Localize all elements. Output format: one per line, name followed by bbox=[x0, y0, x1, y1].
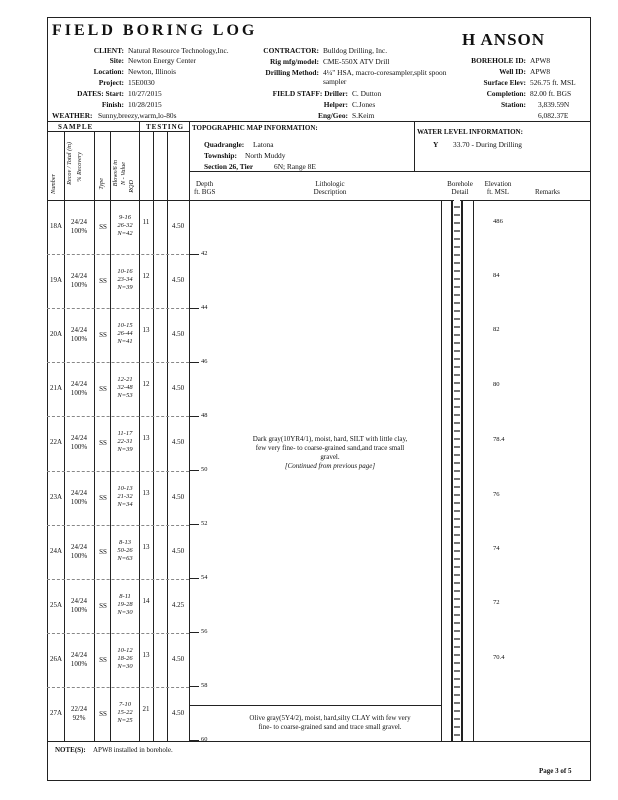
start-date: 10/27/2015 bbox=[128, 89, 162, 98]
page-title: FIELD BORING LOG bbox=[52, 22, 258, 39]
sample-pp: 4.50 bbox=[171, 330, 185, 339]
topo-heading: TOPOGRAPHIC MAP INFORMATION: bbox=[192, 124, 318, 132]
row-divider bbox=[47, 308, 189, 309]
location-value: Newton, Illinois bbox=[128, 67, 177, 76]
finish-label: Finish: bbox=[101, 100, 124, 109]
sample-qu: 13 bbox=[142, 326, 150, 335]
sample-blows-1: 10-15 bbox=[117, 322, 133, 330]
map-info-rule bbox=[189, 171, 591, 172]
table-row bbox=[47, 308, 189, 362]
finish-date: 10/28/2015 bbox=[128, 100, 162, 109]
client-value: Natural Resource Technology,Inc. bbox=[128, 46, 229, 55]
depth-tick-label: 44 bbox=[201, 304, 208, 311]
depth-tick-mark bbox=[189, 524, 199, 525]
depth-tick-label: 54 bbox=[201, 574, 208, 581]
sample-nvalue: N=39 bbox=[117, 446, 133, 454]
client-label: CLIENT: bbox=[93, 46, 124, 55]
sample-blows-2: 22-31 bbox=[117, 438, 133, 446]
contractor-label: CONTRACTOR: bbox=[263, 46, 319, 55]
sample-recovery-pct: 100% bbox=[70, 335, 88, 344]
table-row bbox=[47, 579, 189, 633]
sample-pp: 4.50 bbox=[171, 654, 185, 663]
depth-tick-label: 56 bbox=[201, 628, 208, 635]
elevation-label: 76 bbox=[493, 491, 500, 498]
table-row bbox=[47, 633, 189, 687]
depth-tick-mark bbox=[189, 362, 199, 363]
sample-recovery-pct: 100% bbox=[70, 227, 88, 235]
sample-pp: 4.50 bbox=[171, 546, 185, 555]
sample-blows-1: 9-16 bbox=[119, 214, 131, 221]
station-north: 3,839.59N bbox=[538, 100, 570, 109]
sample-recovery: 22/24 bbox=[71, 704, 87, 713]
method-value: 4¼" HSA, macro-coresampler,split spoon bbox=[323, 68, 447, 77]
surface-elev-label: Surface Elev: bbox=[483, 78, 526, 87]
sample-number: 22A bbox=[49, 438, 63, 447]
lithology-description-2 bbox=[230, 714, 430, 732]
col-recovery-header: Recov / Total (in) bbox=[66, 142, 73, 185]
sample-blows-1: 10-13 bbox=[117, 484, 133, 492]
elevation-label: 84 bbox=[493, 272, 500, 279]
sample-blows-2: 23-34 bbox=[117, 276, 133, 284]
sample-blows-2: 21-32 bbox=[117, 492, 133, 500]
col-recovery-pct-header: % Recovery bbox=[76, 152, 83, 182]
depth-tick-mark bbox=[189, 308, 199, 309]
sample-pp: 4.50 bbox=[171, 384, 185, 393]
col-line-depth bbox=[189, 121, 190, 741]
unit-boundary bbox=[189, 705, 441, 706]
col-litho-header-2: Description bbox=[313, 188, 347, 196]
sample-qu: 21 bbox=[142, 704, 150, 713]
notes-label: NOTE(S): bbox=[55, 746, 86, 754]
station-east: 6,082.37E bbox=[538, 111, 569, 120]
table-row bbox=[47, 471, 189, 525]
sample-pp: 4.50 bbox=[171, 222, 185, 230]
sample-qu: 12 bbox=[142, 272, 150, 281]
sample-nvalue: N=30 bbox=[117, 608, 133, 616]
row-divider bbox=[47, 687, 189, 688]
elevation-label: 72 bbox=[493, 599, 500, 606]
sample-blows-1: 8-13 bbox=[119, 538, 131, 546]
sample-qu: 13 bbox=[142, 650, 150, 659]
col-borehole-header: Borehole bbox=[447, 180, 473, 188]
sample-blows-1: 10-12 bbox=[117, 646, 133, 654]
dates-label: DATES: Start: bbox=[77, 89, 124, 98]
borehole-id-value: APW8 bbox=[530, 56, 551, 65]
sample-type: SS bbox=[99, 223, 107, 231]
depth-tick-mark bbox=[189, 740, 199, 741]
col-depth-header: Depth bbox=[196, 180, 214, 188]
sample-type: SS bbox=[99, 385, 107, 394]
sample-number: 21A bbox=[49, 384, 63, 393]
desc2-line2: fine- to coarse-grained sand and trace small gravel. bbox=[258, 723, 402, 731]
depth-tick-label: 58 bbox=[201, 682, 208, 689]
depth-tick-label: 42 bbox=[201, 250, 208, 257]
sample-recovery-pct: 100% bbox=[70, 281, 88, 290]
sample-type: SS bbox=[99, 439, 107, 448]
sample-recovery: 24/24 bbox=[71, 380, 87, 389]
sample-recovery: 24/24 bbox=[71, 272, 87, 281]
elevation-label: 80 bbox=[493, 381, 500, 388]
desc1-line4: [Continued from previous page] bbox=[284, 462, 376, 470]
station-label: Station: bbox=[500, 100, 526, 109]
sample-type: SS bbox=[99, 493, 107, 502]
table-row bbox=[47, 416, 189, 470]
sample-type: SS bbox=[99, 547, 107, 556]
sample-recovery: 24/24 bbox=[71, 218, 87, 226]
eng-value: S.Keim bbox=[352, 111, 375, 120]
sample-qu: 14 bbox=[142, 596, 150, 605]
elevation-label: 70.4 bbox=[493, 654, 505, 661]
elevation-label: 486 bbox=[493, 218, 503, 225]
sample-nvalue: N=34 bbox=[117, 500, 133, 508]
header-divider bbox=[47, 121, 591, 122]
sample-blows-1: 12-21 bbox=[117, 376, 133, 384]
project-label: Project: bbox=[98, 78, 124, 87]
sample-recovery-pct: 92% bbox=[72, 713, 86, 722]
col-number-header: Number bbox=[50, 174, 57, 194]
sample-blows-2: 15-22 bbox=[117, 708, 133, 716]
table-bottom bbox=[47, 741, 591, 742]
testing-heading: TESTING bbox=[146, 123, 185, 131]
table-row bbox=[47, 687, 189, 741]
sample-recovery: 24/24 bbox=[71, 650, 87, 659]
col-litho-header: Lithologic bbox=[315, 180, 345, 188]
depth-tick-mark bbox=[189, 578, 199, 579]
sample-number: 24A bbox=[49, 546, 63, 555]
elevation-label: 82 bbox=[493, 326, 500, 333]
lithology-description-1 bbox=[230, 435, 430, 471]
sample-number: 25A bbox=[49, 600, 63, 609]
sample-pp: 4.50 bbox=[171, 708, 185, 717]
sample-qu: 13 bbox=[142, 542, 150, 551]
row-divider bbox=[47, 254, 189, 255]
depth-tick-label: 60 bbox=[201, 736, 208, 743]
page-number: Page 3 of 5 bbox=[539, 767, 572, 775]
sample-recovery: 24/24 bbox=[71, 488, 87, 497]
sample-blows-1: 8-11 bbox=[119, 592, 131, 600]
col-rqd-header: RQD bbox=[128, 180, 135, 193]
sample-recovery: 24/24 bbox=[71, 596, 87, 605]
depth-tick-mark bbox=[189, 416, 199, 417]
location-label: Location: bbox=[93, 67, 124, 76]
sample-nvalue: N=42 bbox=[117, 230, 133, 237]
depth-tick-mark bbox=[189, 632, 199, 633]
water-level-reading: 33.70 - During Drilling bbox=[453, 140, 522, 149]
helper-label: Helper: bbox=[323, 100, 348, 109]
table-row bbox=[47, 362, 189, 416]
quadrangle-label: Quadrangle: bbox=[204, 140, 245, 149]
rig-value: CME-550X ATV Drill bbox=[323, 57, 390, 66]
section-label: Section 26, Tier bbox=[204, 162, 254, 171]
row-divider bbox=[47, 416, 189, 417]
sample-recovery-pct: 100% bbox=[70, 497, 88, 506]
sample-pp: 4.50 bbox=[171, 438, 185, 447]
borehole-detail-graphic bbox=[437, 200, 477, 741]
elevation-label: 74 bbox=[493, 545, 500, 552]
col-elevation-header: Elevation bbox=[484, 180, 512, 188]
depth-tick-mark bbox=[189, 470, 199, 471]
row-divider bbox=[47, 471, 189, 472]
sample-recovery-pct: 100% bbox=[70, 659, 88, 668]
table-row bbox=[47, 200, 189, 254]
sample-nvalue: N=25 bbox=[117, 716, 133, 724]
sample-blows-2: 26-44 bbox=[117, 330, 133, 338]
well-id-value: APW8 bbox=[530, 67, 551, 76]
col-depth-unit: ft. BGS bbox=[194, 188, 216, 196]
sample-blows-1: 11-17 bbox=[117, 430, 133, 438]
sample-blows-2: 18-26 bbox=[117, 654, 133, 662]
helper-value: C.Jones bbox=[352, 100, 376, 109]
sample-type: SS bbox=[99, 277, 107, 286]
site-value: Newton Energy Center bbox=[128, 56, 197, 65]
site-label: Site: bbox=[109, 56, 124, 65]
depth-tick-mark bbox=[189, 686, 199, 687]
completion-value: 82.00 ft. BGS bbox=[530, 89, 572, 98]
quadrangle-value: Latona bbox=[253, 140, 274, 149]
sample-number: 27A bbox=[49, 708, 63, 717]
sample-number: 20A bbox=[49, 330, 63, 339]
col-blows-header: Blows/6 in bbox=[112, 160, 119, 187]
sample-qu: 13 bbox=[142, 434, 150, 443]
weather-value: Sunny,breezy,warm,lo-80s bbox=[98, 111, 177, 120]
field-staff-label: FIELD STAFF: Driller: bbox=[272, 89, 348, 98]
sample-qu: 12 bbox=[142, 380, 150, 389]
rig-label: Rig mfg/model: bbox=[269, 57, 319, 66]
sample-type: SS bbox=[99, 601, 107, 610]
well-id-label: Well ID: bbox=[499, 67, 526, 76]
row-divider bbox=[47, 362, 189, 363]
sample-blows-1: 10-16 bbox=[117, 268, 133, 276]
township-value: North Muddy bbox=[245, 151, 286, 160]
weather-label: WEATHER: bbox=[52, 111, 93, 120]
sample-heading: SAMPLE bbox=[58, 123, 94, 131]
sample-blows-2: 50-26 bbox=[117, 546, 133, 554]
sample-nvalue: N=63 bbox=[117, 554, 133, 562]
section-value: 6N; Range 8E bbox=[274, 162, 316, 171]
sample-number: 23A bbox=[49, 492, 63, 501]
row-divider bbox=[47, 579, 189, 580]
eng-label: Eng/Geo: bbox=[318, 111, 348, 120]
method-value-2: sampler bbox=[323, 77, 347, 86]
sample-qu: 11 bbox=[142, 218, 150, 226]
notes-value: APW8 installed in borehole. bbox=[93, 746, 173, 754]
depth-tick-label: 50 bbox=[201, 466, 208, 473]
col-remarks-header: Remarks bbox=[535, 188, 560, 196]
township-label: Township: bbox=[204, 151, 238, 160]
sample-nvalue: N=53 bbox=[117, 392, 133, 400]
sample-type: SS bbox=[99, 709, 107, 718]
sample-pp: 4.50 bbox=[171, 492, 185, 501]
water-level-symbol: Y bbox=[433, 140, 439, 149]
table-row bbox=[47, 254, 189, 308]
desc1-line1: Dark gray(10YR4/1), moist, hard, SILT with little clay, bbox=[252, 435, 408, 443]
completion-label: Completion: bbox=[486, 89, 526, 98]
col-elevation-header-2: ft. MSL bbox=[486, 188, 510, 196]
sample-recovery: 24/24 bbox=[71, 542, 87, 551]
desc2-line1: Olive gray(5Y4/2), moist, hard,silty CLAY with few very bbox=[249, 714, 411, 722]
sample-recovery-pct: 100% bbox=[70, 443, 88, 452]
sample-recovery: 24/24 bbox=[71, 434, 87, 443]
sample-number: 19A bbox=[49, 276, 63, 285]
method-label: Drilling Method: bbox=[265, 68, 319, 77]
col-type-header: Type bbox=[98, 178, 105, 190]
sample-recovery-pct: 100% bbox=[70, 605, 88, 614]
surface-elev-value: 526.75 ft. MSL bbox=[530, 78, 576, 87]
sample-blows-2: 32-48 bbox=[117, 384, 133, 392]
sample-pp: 4.25 bbox=[171, 600, 185, 609]
sample-number: 18A bbox=[49, 222, 63, 230]
elevation-label: 78.4 bbox=[493, 436, 505, 443]
sample-number: 26A bbox=[49, 654, 63, 663]
driller-value: C. Dutton bbox=[352, 89, 382, 98]
sample-nvalue: N=30 bbox=[117, 662, 133, 670]
col-nvalue-header: N - Value bbox=[120, 162, 127, 186]
sample-blows-1: 7-10 bbox=[119, 700, 131, 708]
sample-recovery-pct: 100% bbox=[70, 389, 88, 398]
depth-tick-mark bbox=[189, 254, 199, 255]
sample-type: SS bbox=[99, 655, 107, 664]
row-divider bbox=[47, 525, 189, 526]
depth-tick-label: 48 bbox=[201, 412, 208, 419]
desc1-line3: gravel. bbox=[320, 453, 340, 461]
sample-blows-2: 26-32 bbox=[117, 222, 133, 229]
sample-nvalue: N=39 bbox=[117, 284, 133, 292]
col-line-water bbox=[414, 121, 415, 171]
contractor-value: Bulldog Drilling, Inc. bbox=[323, 46, 388, 55]
depth-tick-label: 52 bbox=[201, 520, 208, 527]
table-row bbox=[47, 525, 189, 579]
borehole-id-label: BOREHOLE ID: bbox=[471, 56, 526, 65]
project-value: 15E0030 bbox=[128, 78, 155, 87]
col-borehole-header-2: Detail bbox=[451, 188, 469, 196]
sample-qu: 13 bbox=[142, 488, 150, 497]
sample-blows-2: 19-28 bbox=[117, 600, 133, 608]
row-divider bbox=[47, 633, 189, 634]
sample-pp: 4.50 bbox=[171, 276, 185, 285]
sample-recovery-pct: 100% bbox=[70, 551, 88, 560]
depth-tick-label: 46 bbox=[201, 358, 208, 365]
desc1-line2: few very fine- to coarse-grained sand,and trace small bbox=[255, 444, 405, 452]
company-logo: H ANSON bbox=[462, 30, 546, 49]
sample-type: SS bbox=[99, 331, 107, 340]
sample-nvalue: N=41 bbox=[117, 338, 133, 346]
sample-recovery: 24/24 bbox=[71, 326, 87, 335]
water-level-heading: WATER LEVEL INFORMATION: bbox=[417, 128, 523, 136]
